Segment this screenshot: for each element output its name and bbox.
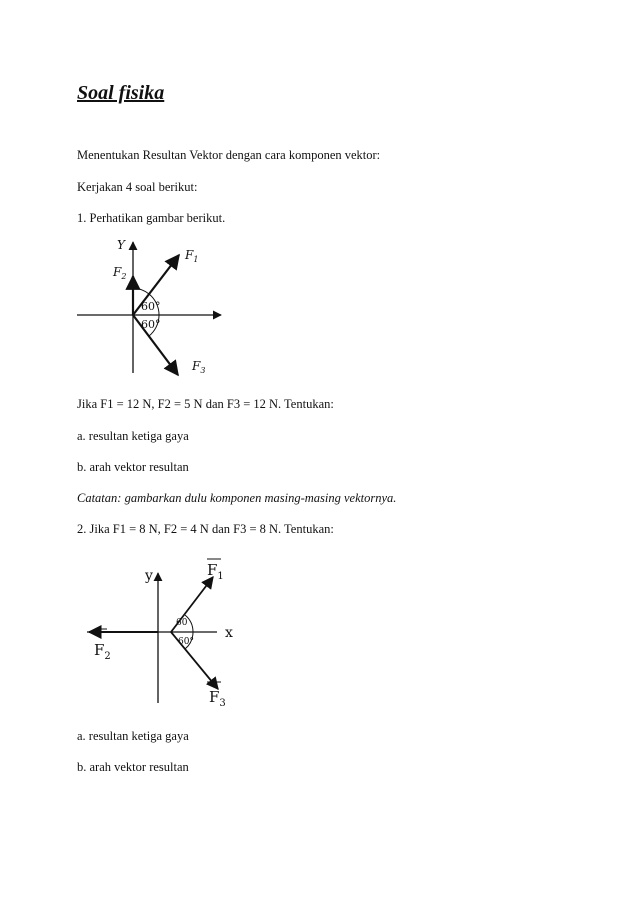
y-axis-label-2: y	[145, 568, 153, 584]
f1-label-2: $F_1$	[207, 561, 224, 582]
instruction-text: Kerjakan 4 soal berikut:	[77, 180, 198, 194]
question-1-note: Catatan: gambarkan dulu komponen masing-masing vektornya.	[77, 491, 397, 505]
f3-label: $F_3$	[192, 359, 206, 375]
angle-label-top-2: 60	[176, 618, 188, 628]
y-axis-label: Y	[117, 238, 125, 252]
x-axis-label-2: x	[225, 625, 233, 641]
f2-label: $F_2$	[113, 265, 127, 281]
question-1-part-a: a. resultan ketiga gaya	[77, 429, 189, 443]
f3-label-2: $F_3$	[209, 688, 226, 709]
question-2-part-b: b. arah vektor resultan	[77, 760, 189, 774]
question-2-given: 2. Jika F1 = 8 N, F2 = 4 N dan F3 = 8 N. Tentukan:	[77, 522, 334, 536]
vector-diagram-2	[75, 545, 275, 715]
angle-label-bottom-2: 60°	[178, 637, 194, 647]
question-2-part-a: a. resultan ketiga gaya	[77, 729, 189, 743]
question-1-prompt: 1. Perhatikan gambar berikut.	[77, 211, 226, 225]
angle-label-bottom: 60°	[141, 318, 161, 331]
intro-text: Menentukan Resultan Vektor dengan cara komponen vektor:	[77, 148, 381, 162]
f1-label: $F_1$	[185, 248, 199, 264]
f2-label-2: $F_2$	[94, 641, 111, 662]
vector-diagram-1	[75, 236, 235, 376]
question-1-part-b: b. arah vektor resultan	[77, 460, 189, 474]
angle-label-top: 60°	[141, 300, 161, 313]
question-1-given: Jika F1 = 12 N, F2 = 5 N dan F3 = 12 N. Tentukan:	[77, 397, 334, 411]
page-title: Soal fisika	[77, 82, 165, 104]
